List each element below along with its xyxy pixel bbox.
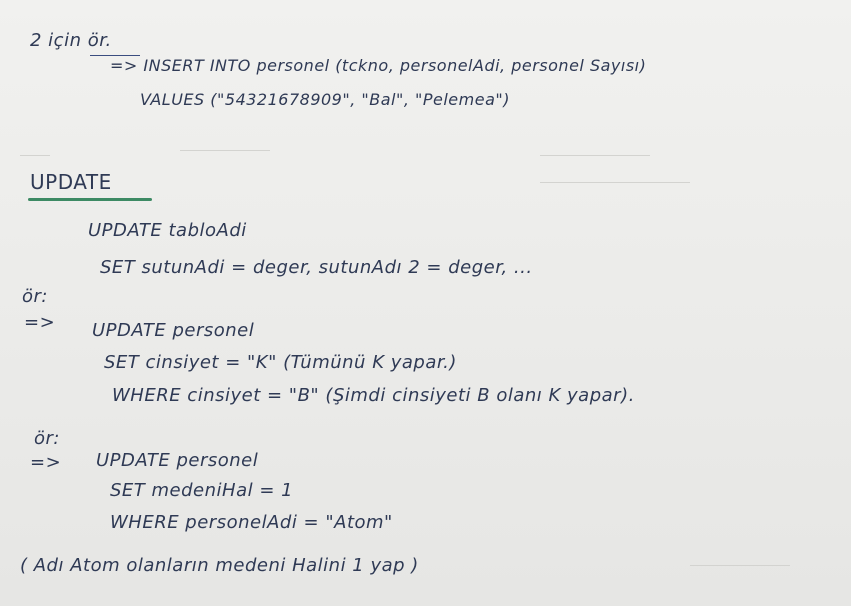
ruled-line <box>540 155 650 156</box>
insert-statement: => INSERT INTO personel (tckno, personelAdi, personel Sayısı) <box>110 56 647 75</box>
ruled-line <box>540 182 690 183</box>
syntax-line-2: SET sutunAdi = deger, sutunAdı 2 = deger, ... <box>100 257 533 278</box>
update-title: UPDATE <box>30 170 112 194</box>
example1-line-3: WHERE cinsiyet = "B" (Şimdi cinsiyeti B olanı K yapar). <box>112 385 635 406</box>
example2-line-1: UPDATE personel <box>96 450 259 471</box>
example1-label: ör: <box>22 286 48 307</box>
update-title-underline <box>28 198 152 201</box>
ruled-line <box>690 565 790 566</box>
example1-line-1: UPDATE personel <box>92 320 255 341</box>
example1-arrow: => <box>24 312 56 333</box>
example2-label: ör: <box>34 428 60 449</box>
values-statement: VALUES ("54321678909", "Bal", "Pelemea") <box>140 90 510 109</box>
example1-line-2: SET cinsiyet = "K" (Tümünü K yapar.) <box>104 352 457 373</box>
example2-arrow: => <box>30 452 62 473</box>
syntax-line-1: UPDATE tabloAdi <box>88 220 247 241</box>
section1-heading: 2 için ör. <box>30 30 112 51</box>
example2-note: ( Adı Atom olanların medeni Halini 1 yap ) <box>20 555 419 576</box>
ruled-line <box>180 150 270 151</box>
ruled-line <box>20 155 50 156</box>
example2-line-3: WHERE personelAdi = "Atom" <box>110 512 393 533</box>
example2-line-2: SET medeniHal = 1 <box>110 480 294 501</box>
